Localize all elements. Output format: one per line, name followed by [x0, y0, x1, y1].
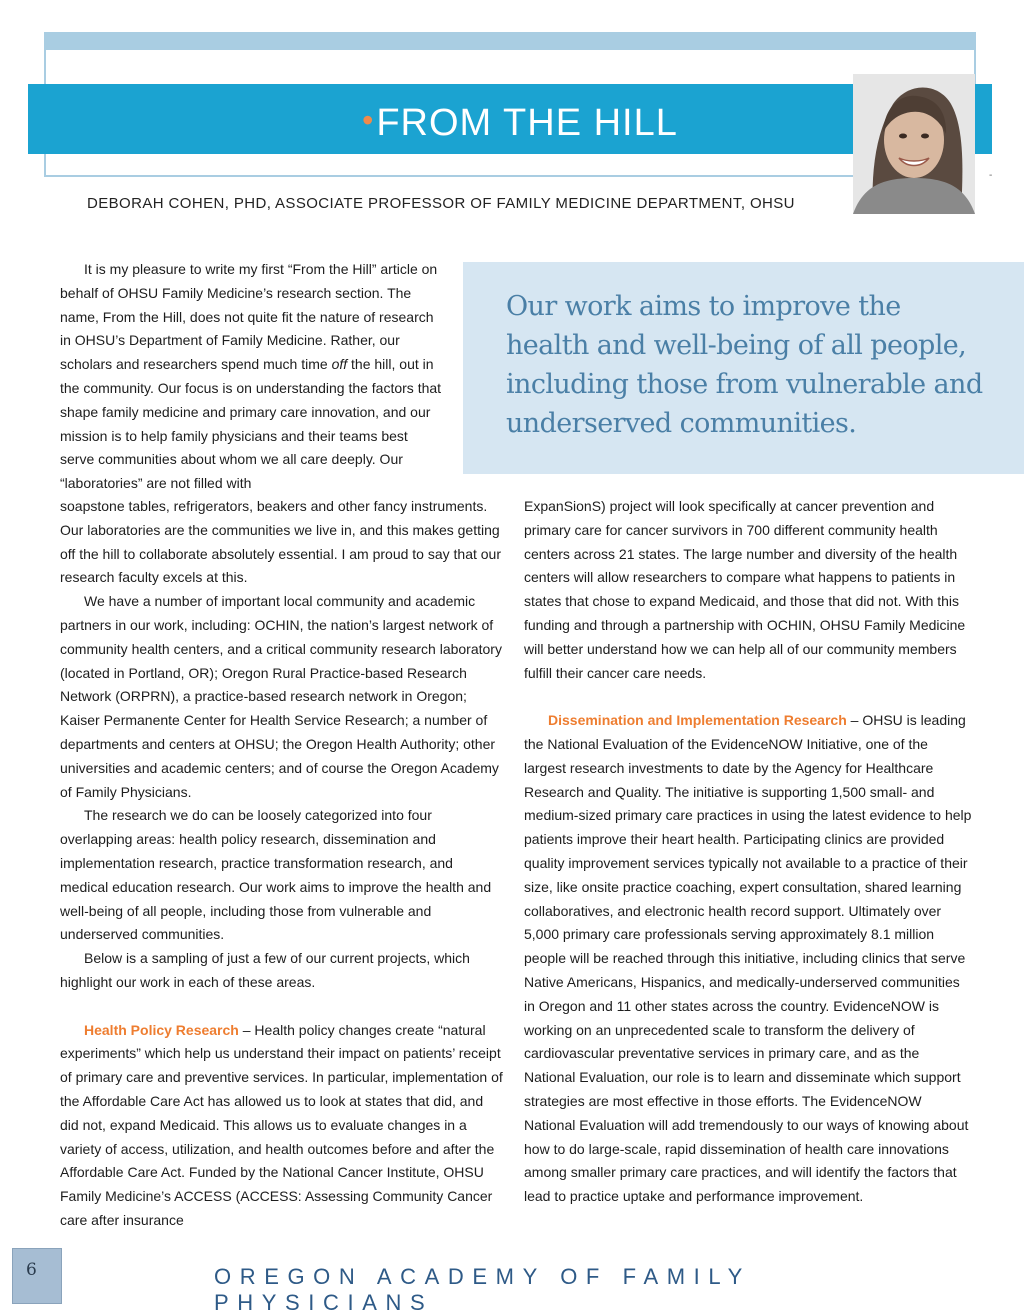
dissemination-section — [524, 709, 972, 1209]
author-byline: DEBORAH COHEN, PHD, ASSOCIATE PROFESSOR OF FAMILY MEDICINE DEPARTMENT, OHSU — [87, 195, 795, 212]
health-policy-heading: Health Policy Research — [84, 1021, 239, 1038]
intro-emphasis: off — [331, 356, 348, 373]
header-top-strip — [44, 32, 976, 50]
author-portrait-image — [853, 74, 975, 214]
dissemination-heading: Dissemination and Implementation Research — [548, 712, 847, 729]
health-policy-section — [60, 1019, 505, 1233]
right-column — [524, 495, 972, 1209]
title-bullet: • — [362, 102, 375, 138]
dissemination-text: – OHSU is leading the National Evaluation of the EvidenceNOW Initiative, one of the largest research investments to date by the Agency for Healthcare Research and Quality. The initiative is supporting 1,500 small- and medium-sized primary care practices in using the latest evidence to help patients improve their heart health. Participating clinics are provided quality improvement services typically not available to a practice of their size, like onsite practice coaching, expert consultation, shared learning collaboratives, and electronic health record support. Ultimately over 5,000 primary care professionals serving approximately 8.1 million people will be reached through this initiative, including clinics that serve Native Americans, Hispanics, and medically-underserved communities in Oregon and 11 other states across the country. EvidenceNOW is working on an unprecedented scale to transform the delivery of cardiovascular preventative services in primary care, and as the National Evaluation, our role is to learn and disseminate which support strategies are most effective in those efforts. The EvidenceNOW National Evaluation will add tremendously to our ways of knowing about how to do large-scale, rapid dissemination of health care innovations among smaller primary care practices, and will identify the factors that lead to practice uptake and performance improvement. — [524, 712, 972, 1205]
left-column — [60, 495, 505, 1233]
intro-text-2: the hill, out in the community. Our focus is on understanding the factors that shape family medicine and primary care innovation, and our mission is to help family physicians and their teams best serve communities about whom we all care deeply. Our “laboratories” are not filled with — [60, 356, 442, 492]
paragraph-sampling: Below is a sampling of just a few of our current projects, which highlight our work in each of these areas. — [60, 950, 470, 990]
intro-paragraph — [60, 258, 445, 496]
paragraph-partners: We have a number of important local community and academic partners in our work, including: OCHIN, the nation’s largest network of community health centers, and a critical community research laboratory (located in Portland, OR); Oregon Rural Practice-based Research Network (ORPRN), a practice-based research network in Oregon; Kaiser Permanente Center for Health Service Research; a number of departments and centers at OHSU; the Oregon Health Authority; other universities and academic centers; and of course the Oregon Academy of Family Physicians. — [60, 593, 502, 800]
publication-footer: OREGON ACADEMY OF FAMILY PHYSICIANS — [214, 1264, 751, 1315]
paragraph-research-areas: The research we do can be loosely categorized into four overlapping areas: health policy research, dissemination and implementation research, practice transformation research, and medical education research. Our work aims to improve the health and well-being of all people, including those from vulnerable and underserved communities. — [60, 807, 492, 943]
author-photo — [853, 74, 975, 214]
intro-text-1: It is my pleasure to write my first “From the Hill” article on behalf of OHSU Family Medicine’s research section. The name, From the Hill, does not quite fit the nature of research in OHSU’s Department of Family Medicine. Rather, our scholars and researchers spend much time — [60, 261, 438, 373]
health-policy-text: – Health policy changes create “natural experiments” which help us understand their impact on patients’ receipt of primary care and preventive services. In particular, implementation of the Affordable Care Act has allowed us to look at states that did, and did not, expand Medicaid. This allows us to evaluate changes in a variety of access, utilization, and health outcomes before and after the Affordable Care Act. Funded by the National Cancer Institute, OHSU Family Medicine’s ACCESS (ACCESS: Assessing Community Cancer care after insurance — [60, 1021, 503, 1228]
paragraph-1-continued: soapstone tables, refrigerators, beakers and other fancy instruments. Our laboratories are the communities we live in, and this makes getting off the hill to collaborate absolutely essential. I am proud to say that our research faculty excels at this. — [60, 498, 501, 586]
pullquote: Our work aims to improve the health and well-being of all people, including those from vulnerable and underserved communities. — [506, 291, 983, 439]
page-number: 6 — [26, 1260, 37, 1280]
header-frame-bottom — [44, 175, 856, 177]
access-project-paragraph: ExpanSionS) project will look specifically at cancer prevention and primary care for cancer survivors in 700 different community health centers across 21 states. The large number and diversity of the health centers will allow researchers to compare what happens to patients in states that chose to expand Medicaid, and those that did not. With this funding and through a partnership with OCHIN, OHSU Family Medicine will better understand how we can help all of our community members fulfill their cancer care needs. — [524, 498, 966, 681]
page-title-text: FROM THE HILL — [376, 102, 678, 144]
margin-mark: - — [989, 170, 993, 181]
